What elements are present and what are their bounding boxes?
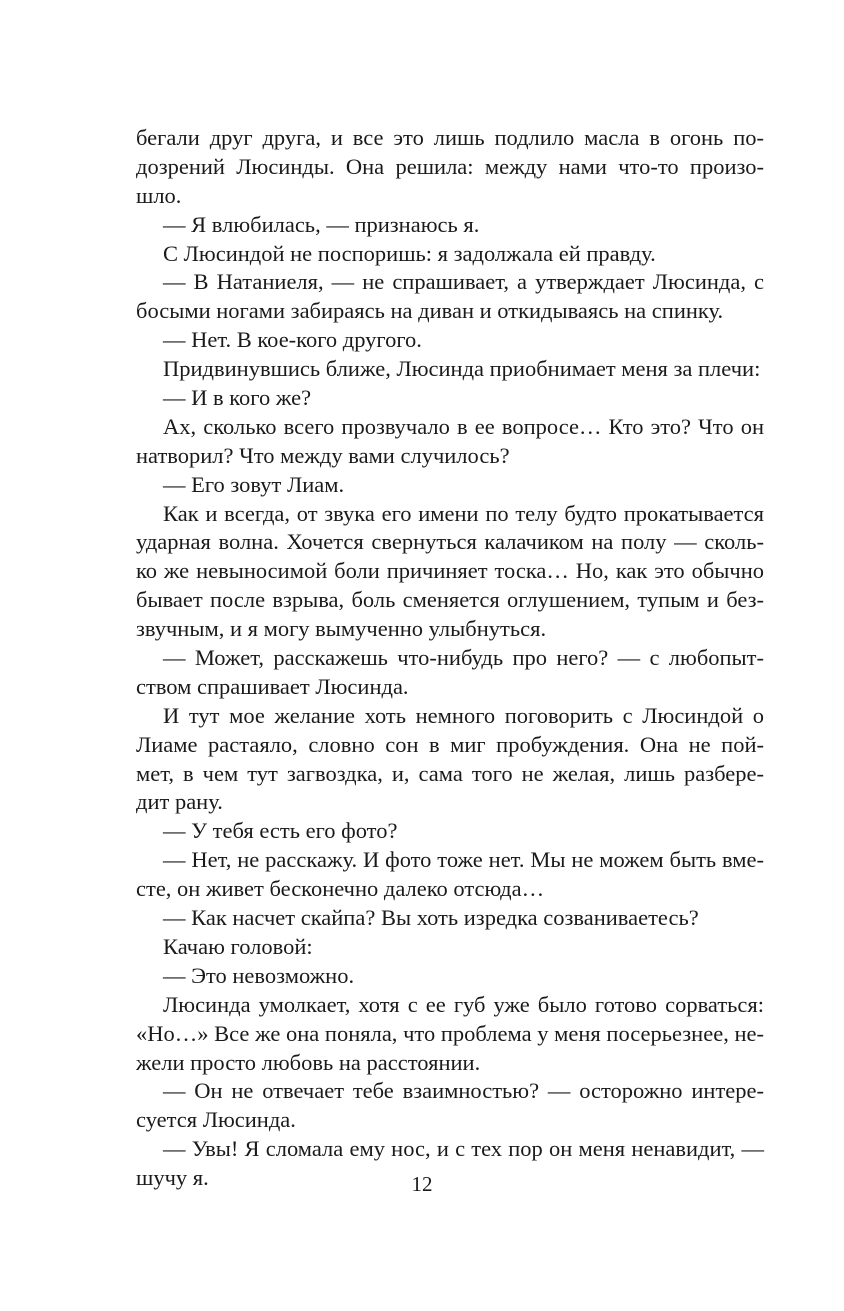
text-line: «Но…» Все же она поняла, что проблема у меня посерьезнее, не-: [136, 1020, 764, 1046]
text-line: суется Люсинда.: [136, 1107, 296, 1133]
text-line: — Я влюбилась, — признаюсь я.: [163, 211, 480, 237]
text-line: — У тебя есть его фото?: [163, 818, 398, 844]
text-line: — Нет, не расскажу. И фото тоже нет. Мы не можем быть вме-: [163, 847, 764, 873]
text-line: сте, он живет бесконечно далеко отсюда…: [136, 876, 545, 902]
text-line: — И в кого же?: [163, 385, 312, 411]
text-line: ударная волна. Хочется свернуться калачиком на полу — сколь-: [136, 529, 764, 555]
text-line: мет, в чем тут загвоздка, и, сама того не желая, лишь разбере-: [136, 760, 764, 786]
text-line: звучным, и я могу вымученно улыбнуться.: [136, 616, 547, 642]
text-line: Лиаме растаяло, словно сон в миг пробуждения. Она не пой-: [136, 731, 764, 757]
text-line: бывает после взрыва, боль сменяется оглушением, тупым и без-: [136, 587, 764, 613]
text-line: ко же невыносимой боли причиняет тоска… Но, как это обычно: [136, 558, 764, 584]
text-line: Ах, сколько всего прозвучало в ее вопросе… Кто это? Что он: [163, 413, 764, 439]
text-line: С Люсиндой не поспоришь: я задолжала ей правду.: [163, 240, 656, 266]
text-line: — Может, расскажешь что-нибудь про него? — с любопыт-: [163, 645, 764, 671]
text-line: Люсинда умолкает, хотя с ее губ уже было готово сорваться:: [163, 991, 764, 1017]
text-line: шло.: [136, 182, 182, 208]
text-line: — Как насчет скайпа? Вы хоть изредка созваниваетесь?: [163, 905, 699, 931]
text-line: Придвинувшись ближе, Люсинда приобнимает меня за плечи:: [163, 356, 761, 382]
text-line: И тут мое желание хоть немного поговорить с Люсиндой о: [163, 702, 764, 728]
text-line: Как и всегда, от звука его имени по телу будто прокатывается: [163, 500, 764, 526]
text-line: натворил? Что между вами случилось?: [136, 442, 510, 468]
text-line: — Нет. В кое-кого другого.: [163, 327, 422, 353]
text-line: босыми ногами забираясь на диван и откидываясь на спинку.: [136, 298, 724, 324]
text-line: — Это невозможно.: [163, 962, 355, 988]
text-line: бегали друг друга, и все это лишь подлило масла в огонь по-: [136, 125, 764, 150]
text-line: жели просто любовь на расстоянии.: [136, 1049, 481, 1075]
text-line: дит рану.: [136, 789, 223, 815]
text-line: — В Натаниеля, — не спрашивает, а утверждает Люсинда, с: [163, 269, 764, 295]
page-body: [136, 124, 764, 1193]
text-line: — Он не отвечает тебе взаимностью? — осторожно интере-: [163, 1078, 764, 1104]
text-line: — Его зовут Лиам.: [163, 471, 345, 497]
page-number: 12: [411, 1172, 433, 1196]
text-line: Качаю головой:: [163, 933, 313, 959]
text-line: дозрений Люсинды. Она решила: между нами что-то произо-: [136, 153, 764, 179]
text-line: ством спрашивает Люсинда.: [136, 673, 409, 699]
text-line: — Увы! Я сломала ему нос, и с тех пор он меня ненавидит, —: [163, 1136, 764, 1162]
text-line: шучу я.: [136, 1165, 209, 1191]
